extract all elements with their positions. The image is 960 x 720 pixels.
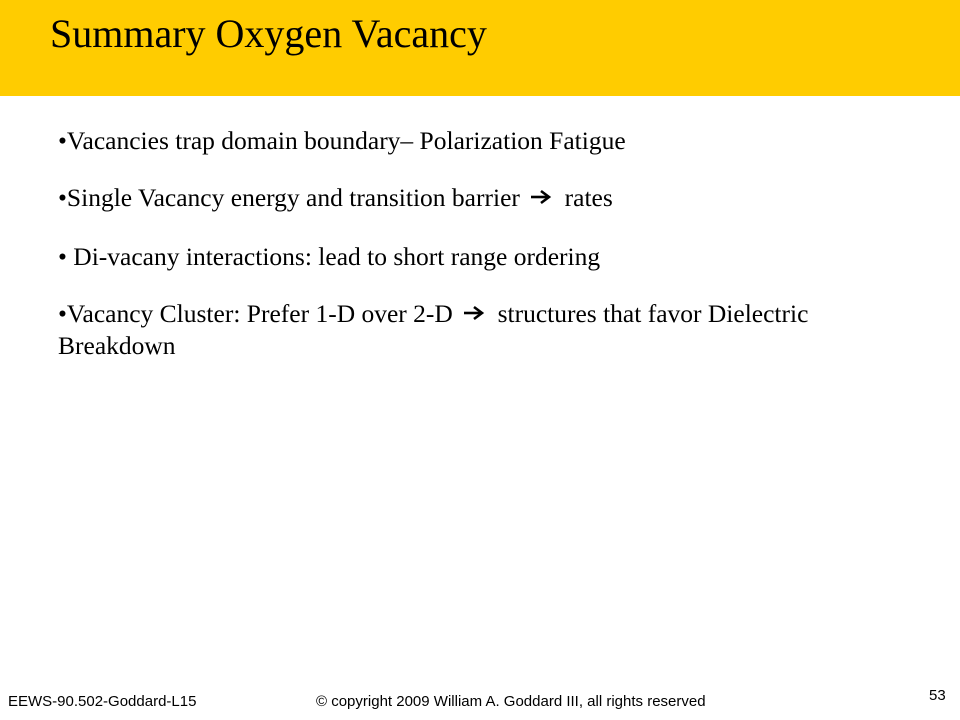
bullet-text: rates	[564, 183, 613, 212]
bullet-item	[58, 242, 918, 272]
slide-title: Summary Oxygen Vacancy	[50, 11, 487, 56]
bullet-text: • Di-vacany interactions: lead to short range ordering	[58, 242, 601, 272]
bullet-text: structures that favor Dielectric Breakdown	[58, 299, 809, 361]
bullet-item	[58, 183, 918, 215]
bullet-text: •Vacancies trap domain boundary– Polarization Fatigue	[58, 126, 626, 155]
bullet-item	[58, 299, 918, 361]
page-number: 53	[929, 687, 946, 704]
right-arrow-icon	[463, 298, 485, 328]
right-arrow-icon	[530, 182, 552, 212]
bullet-text: •Vacancy Cluster: Prefer 1-D over 2-D	[58, 299, 453, 329]
footer-copyright: © copyright 2009 William A. Goddard III, all rights reserved	[316, 693, 706, 710]
bullet-list	[58, 126, 918, 388]
bullet-item	[58, 126, 918, 156]
title-bar	[0, 0, 960, 96]
bullet-text: •Single Vacancy energy and transition barrier	[58, 183, 520, 212]
footer-course-code: EEWS-90.502-Goddard-L15	[8, 693, 197, 710]
